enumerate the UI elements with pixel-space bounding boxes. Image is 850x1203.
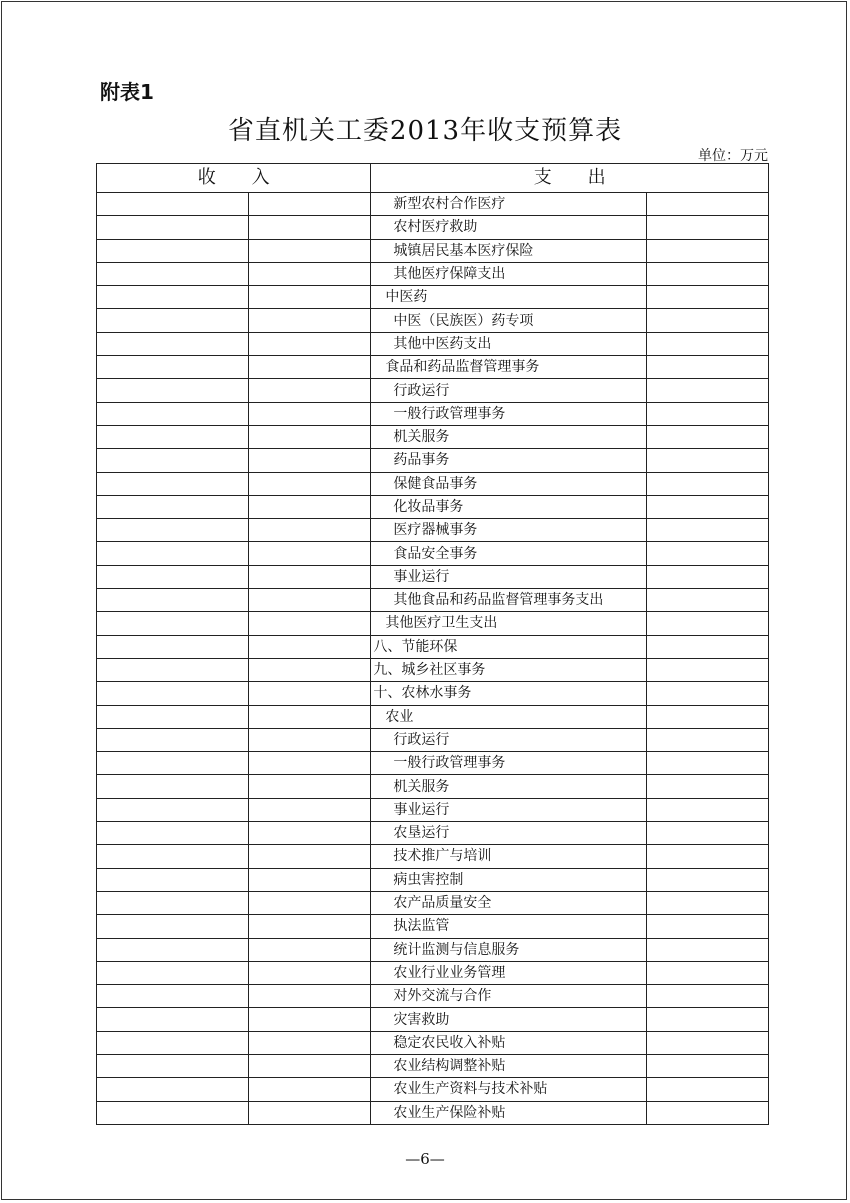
income-amount-cell xyxy=(249,262,371,285)
income-amount-cell xyxy=(249,798,371,821)
expense-item-cell: 机关服务 xyxy=(371,425,646,448)
expense-item-cell: 药品事务 xyxy=(371,449,646,472)
expense-item-cell: 城镇居民基本医疗保险 xyxy=(371,239,646,262)
expense-item-cell: 灾害救助 xyxy=(371,1008,646,1031)
expense-item-cell: 十、农林水事务 xyxy=(371,682,646,705)
expense-amount-cell xyxy=(646,961,768,984)
table-row xyxy=(97,915,769,938)
income-item-cell xyxy=(97,635,249,658)
table-row xyxy=(97,845,769,868)
expense-amount-cell xyxy=(646,565,768,588)
income-item-cell xyxy=(97,286,249,309)
expense-item-cell: 农村医疗救助 xyxy=(371,216,646,239)
table-row xyxy=(97,1008,769,1031)
expense-amount-cell xyxy=(646,402,768,425)
income-amount-cell xyxy=(249,1078,371,1101)
income-item-cell xyxy=(97,356,249,379)
table-row xyxy=(97,868,769,891)
table-row xyxy=(97,658,769,681)
table-row xyxy=(97,822,769,845)
income-item-cell xyxy=(97,845,249,868)
expense-amount-cell xyxy=(646,868,768,891)
expense-amount-cell xyxy=(646,658,768,681)
table-row xyxy=(97,985,769,1008)
table-row xyxy=(97,472,769,495)
income-amount-cell xyxy=(249,1008,371,1031)
expense-item-cell: 统计监测与信息服务 xyxy=(371,938,646,961)
income-amount-cell xyxy=(249,332,371,355)
income-amount-cell xyxy=(249,658,371,681)
table-row xyxy=(97,542,769,565)
expense-amount-cell xyxy=(646,775,768,798)
income-item-cell xyxy=(97,542,249,565)
table-row xyxy=(97,356,769,379)
expense-amount-cell xyxy=(646,822,768,845)
income-amount-cell xyxy=(249,565,371,588)
expense-item-cell: 八、节能环保 xyxy=(371,635,646,658)
income-item-cell xyxy=(97,495,249,518)
appendix-label: 附表1 xyxy=(100,80,154,104)
income-amount-cell xyxy=(249,682,371,705)
income-item-cell xyxy=(97,775,249,798)
income-header: 收 入 xyxy=(97,164,371,193)
expense-item-cell: 食品安全事务 xyxy=(371,542,646,565)
income-item-cell xyxy=(97,332,249,355)
table-row xyxy=(97,1078,769,1101)
page-number: —6— xyxy=(405,1150,445,1168)
income-amount-cell xyxy=(249,402,371,425)
income-item-cell xyxy=(97,961,249,984)
expense-item-cell: 技术推广与培训 xyxy=(371,845,646,868)
income-amount-cell xyxy=(249,239,371,262)
income-item-cell xyxy=(97,309,249,332)
table-row xyxy=(97,775,769,798)
expense-item-cell: 其他医疗保障支出 xyxy=(371,262,646,285)
table-header-row xyxy=(97,164,769,193)
income-item-cell xyxy=(97,752,249,775)
income-item-cell xyxy=(97,1008,249,1031)
income-amount-cell xyxy=(249,891,371,914)
income-amount-cell xyxy=(249,961,371,984)
expense-amount-cell xyxy=(646,286,768,309)
income-item-cell xyxy=(97,612,249,635)
expense-item-cell: 病虫害控制 xyxy=(371,868,646,891)
expense-item-cell: 事业运行 xyxy=(371,798,646,821)
expense-item-cell: 医疗器械事务 xyxy=(371,519,646,542)
expense-item-cell: 其他食品和药品监督管理事务支出 xyxy=(371,589,646,612)
income-item-cell xyxy=(97,915,249,938)
income-item-cell xyxy=(97,658,249,681)
budget-table xyxy=(96,163,769,1125)
expense-amount-cell xyxy=(646,635,768,658)
expense-item-cell: 中医（民族医）药专项 xyxy=(371,309,646,332)
table-row xyxy=(97,565,769,588)
income-amount-cell xyxy=(249,216,371,239)
table-row xyxy=(97,1031,769,1054)
expense-amount-cell xyxy=(646,985,768,1008)
expense-amount-cell xyxy=(646,845,768,868)
expense-amount-cell xyxy=(646,728,768,751)
income-item-cell xyxy=(97,1054,249,1077)
income-item-cell xyxy=(97,728,249,751)
income-item-cell xyxy=(97,239,249,262)
table-row xyxy=(97,635,769,658)
table-row xyxy=(97,891,769,914)
table-row xyxy=(97,938,769,961)
income-amount-cell xyxy=(249,379,371,402)
expense-item-cell: 其他医疗卫生支出 xyxy=(371,612,646,635)
income-amount-cell xyxy=(249,495,371,518)
expense-amount-cell xyxy=(646,705,768,728)
income-item-cell xyxy=(97,798,249,821)
expense-item-cell: 保健食品事务 xyxy=(371,472,646,495)
expense-amount-cell xyxy=(646,915,768,938)
expense-item-cell: 一般行政管理事务 xyxy=(371,752,646,775)
income-item-cell xyxy=(97,425,249,448)
expense-item-cell: 行政运行 xyxy=(371,379,646,402)
income-item-cell xyxy=(97,1078,249,1101)
income-item-cell xyxy=(97,1031,249,1054)
table-row xyxy=(97,519,769,542)
expense-amount-cell xyxy=(646,798,768,821)
expense-amount-cell xyxy=(646,891,768,914)
income-amount-cell xyxy=(249,752,371,775)
income-amount-cell xyxy=(249,635,371,658)
expense-amount-cell xyxy=(646,193,768,216)
table-row xyxy=(97,379,769,402)
income-item-cell xyxy=(97,891,249,914)
income-amount-cell xyxy=(249,193,371,216)
expense-amount-cell xyxy=(646,542,768,565)
expense-amount-cell xyxy=(646,1008,768,1031)
expense-amount-cell xyxy=(646,519,768,542)
expense-item-cell: 农业生产保险补贴 xyxy=(371,1101,646,1124)
income-item-cell xyxy=(97,402,249,425)
expense-item-cell: 九、城乡社区事务 xyxy=(371,658,646,681)
table-row xyxy=(97,1054,769,1077)
table-row xyxy=(97,798,769,821)
table-body xyxy=(97,193,769,1125)
expense-amount-cell xyxy=(646,356,768,379)
expense-amount-cell xyxy=(646,332,768,355)
table-row xyxy=(97,589,769,612)
income-amount-cell xyxy=(249,286,371,309)
income-item-cell xyxy=(97,379,249,402)
expense-item-cell: 机关服务 xyxy=(371,775,646,798)
income-amount-cell xyxy=(249,822,371,845)
expense-amount-cell xyxy=(646,472,768,495)
income-amount-cell xyxy=(249,1101,371,1124)
income-amount-cell xyxy=(249,728,371,751)
expense-item-cell: 农业行业业务管理 xyxy=(371,961,646,984)
table-row xyxy=(97,286,769,309)
expense-header: 支 出 xyxy=(371,164,769,193)
table-row xyxy=(97,961,769,984)
income-item-cell xyxy=(97,985,249,1008)
expense-amount-cell xyxy=(646,612,768,635)
income-amount-cell xyxy=(249,868,371,891)
income-item-cell xyxy=(97,565,249,588)
income-item-cell xyxy=(97,216,249,239)
expense-amount-cell xyxy=(646,309,768,332)
table-row xyxy=(97,449,769,472)
income-item-cell xyxy=(97,938,249,961)
expense-item-cell: 化妆品事务 xyxy=(371,495,646,518)
expense-item-cell: 执法监管 xyxy=(371,915,646,938)
expense-amount-cell xyxy=(646,449,768,472)
income-amount-cell xyxy=(249,612,371,635)
income-item-cell xyxy=(97,589,249,612)
table-row xyxy=(97,425,769,448)
page-title: 省直机关工委2013年收支预算表 xyxy=(227,116,623,146)
income-amount-cell xyxy=(249,915,371,938)
income-amount-cell xyxy=(249,449,371,472)
income-item-cell xyxy=(97,449,249,472)
table-row xyxy=(97,495,769,518)
expense-amount-cell xyxy=(646,1031,768,1054)
income-item-cell xyxy=(97,262,249,285)
income-amount-cell xyxy=(249,705,371,728)
income-amount-cell xyxy=(249,985,371,1008)
table-row xyxy=(97,402,769,425)
expense-item-cell: 一般行政管理事务 xyxy=(371,402,646,425)
expense-amount-cell xyxy=(646,1101,768,1124)
table-row xyxy=(97,332,769,355)
table-row xyxy=(97,752,769,775)
expense-amount-cell xyxy=(646,262,768,285)
expense-amount-cell xyxy=(646,752,768,775)
income-amount-cell xyxy=(249,519,371,542)
table-row xyxy=(97,682,769,705)
table-row xyxy=(97,216,769,239)
income-amount-cell xyxy=(249,1054,371,1077)
income-amount-cell xyxy=(249,309,371,332)
expense-item-cell: 对外交流与合作 xyxy=(371,985,646,1008)
income-item-cell xyxy=(97,1101,249,1124)
expense-amount-cell xyxy=(646,425,768,448)
table-row xyxy=(97,1101,769,1124)
expense-item-cell: 中医药 xyxy=(371,286,646,309)
income-amount-cell xyxy=(249,425,371,448)
expense-amount-cell xyxy=(646,379,768,402)
table-row xyxy=(97,262,769,285)
expense-item-cell: 事业运行 xyxy=(371,565,646,588)
income-amount-cell xyxy=(249,542,371,565)
expense-amount-cell xyxy=(646,1078,768,1101)
expense-item-cell: 食品和药品监督管理事务 xyxy=(371,356,646,379)
income-item-cell xyxy=(97,472,249,495)
income-amount-cell xyxy=(249,938,371,961)
unit-label: 单位：万元 xyxy=(698,148,768,164)
income-amount-cell xyxy=(249,589,371,612)
table-row xyxy=(97,239,769,262)
income-item-cell xyxy=(97,868,249,891)
income-item-cell xyxy=(97,193,249,216)
expense-item-cell: 农业生产资料与技术补贴 xyxy=(371,1078,646,1101)
expense-amount-cell xyxy=(646,239,768,262)
income-item-cell xyxy=(97,705,249,728)
table-row xyxy=(97,193,769,216)
income-amount-cell xyxy=(249,845,371,868)
expense-amount-cell xyxy=(646,216,768,239)
expense-item-cell: 农产品质量安全 xyxy=(371,891,646,914)
table-row xyxy=(97,705,769,728)
expense-item-cell: 行政运行 xyxy=(371,728,646,751)
expense-item-cell: 农业 xyxy=(371,705,646,728)
income-amount-cell xyxy=(249,472,371,495)
expense-item-cell: 其他中医药支出 xyxy=(371,332,646,355)
income-amount-cell xyxy=(249,1031,371,1054)
expense-item-cell: 农业结构调整补贴 xyxy=(371,1054,646,1077)
table-row xyxy=(97,728,769,751)
expense-item-cell: 稳定农民收入补贴 xyxy=(371,1031,646,1054)
income-amount-cell xyxy=(249,775,371,798)
income-item-cell xyxy=(97,682,249,705)
expense-item-cell: 农垦运行 xyxy=(371,822,646,845)
expense-amount-cell xyxy=(646,1054,768,1077)
expense-item-cell: 新型农村合作医疗 xyxy=(371,193,646,216)
income-amount-cell xyxy=(249,356,371,379)
table-row xyxy=(97,612,769,635)
table-row xyxy=(97,309,769,332)
expense-amount-cell xyxy=(646,589,768,612)
income-item-cell xyxy=(97,822,249,845)
expense-amount-cell xyxy=(646,495,768,518)
expense-amount-cell xyxy=(646,938,768,961)
expense-amount-cell xyxy=(646,682,768,705)
income-item-cell xyxy=(97,519,249,542)
